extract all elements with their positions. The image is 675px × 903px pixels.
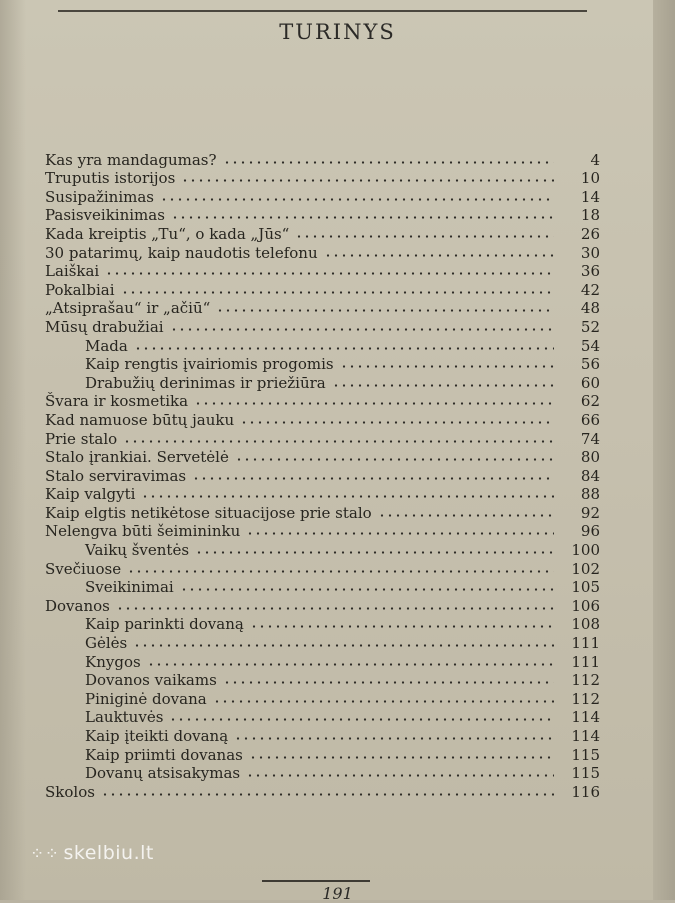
toc-entry <box>45 726 600 745</box>
toc-entry-label: Susipažinimas <box>45 187 154 206</box>
toc-entry-page: 4 <box>590 150 600 169</box>
toc-entry <box>45 559 600 578</box>
toc-entry-label: Kas yra mandagumas? <box>45 150 217 169</box>
dot-leader <box>116 606 554 611</box>
dot-leader <box>141 494 554 499</box>
toc-entry-label: Mūsų drabužiai <box>45 317 164 336</box>
toc-entry <box>45 503 600 522</box>
toc-entry <box>45 187 600 206</box>
dot-leader <box>295 234 554 239</box>
toc-entry <box>45 317 600 336</box>
toc-entry-page: 116 <box>571 782 600 801</box>
dot-leader <box>195 550 554 555</box>
toc-entry <box>45 262 600 281</box>
toc-entry-label: Gėlės <box>85 634 128 653</box>
dot-leader <box>181 178 554 183</box>
toc-entry-page: 80 <box>580 448 600 467</box>
dot-leader <box>127 569 554 574</box>
toc-entry-label: Kaip priimti dovanas <box>85 745 243 764</box>
toc-entry-page: 36 <box>580 262 600 281</box>
toc-entry <box>45 782 600 801</box>
toc-entry-page: 115 <box>571 745 600 764</box>
toc-entry-label: Dovanos vaikams <box>85 671 217 690</box>
toc-entry-page: 84 <box>580 466 600 485</box>
dot-leader <box>121 290 555 295</box>
toc-entry-label: Kaip įteikti dovaną <box>85 727 229 745</box>
toc-entry-page: 14 <box>580 187 600 206</box>
toc-entry-page: 74 <box>580 429 600 448</box>
toc-entry <box>45 224 600 243</box>
toc-entry-page: 26 <box>580 224 600 243</box>
dot-leader <box>105 271 554 276</box>
watermark <box>30 842 154 864</box>
toc-entry-label: 30 patarimų, kaip naudotis telefonu <box>45 243 318 262</box>
dot-leader <box>332 383 554 388</box>
toc-entry-page: 108 <box>571 615 600 634</box>
toc-entry-page: 102 <box>571 559 600 578</box>
toc-entry <box>45 169 600 188</box>
toc-entry-page: 114 <box>571 727 600 745</box>
toc-entry <box>45 540 600 559</box>
toc-entry <box>45 596 600 615</box>
page-number: 191 <box>322 884 353 903</box>
dot-leader <box>378 513 554 518</box>
toc-entry <box>45 485 600 504</box>
watermark-logo-icon: ⁘⁘ <box>30 844 60 864</box>
dot-leader <box>240 420 554 425</box>
toc-entry-label: Dovanų atsisakymas <box>85 764 241 783</box>
toc-entry <box>45 355 600 374</box>
toc-entry <box>45 764 600 783</box>
toc-entry-label: Svečiuose <box>45 559 122 578</box>
dot-leader <box>235 457 554 462</box>
toc-entry-label: Vaikų šventės <box>85 541 190 560</box>
toc-entry <box>45 243 600 262</box>
toc-entry-label: Švara ir kosmetika <box>45 392 189 411</box>
toc-entry <box>45 615 600 634</box>
dot-leader <box>223 680 554 685</box>
toc-entry-page: 42 <box>580 280 600 299</box>
dot-leader <box>223 160 554 165</box>
toc-entry-page: 96 <box>580 522 600 541</box>
toc-entry <box>45 373 600 392</box>
toc-entry-page: 92 <box>580 503 600 522</box>
toc-entry-page: 18 <box>580 206 600 225</box>
toc-entry-page: 60 <box>580 373 600 392</box>
gutter-shadow <box>0 0 26 900</box>
toc-entry <box>45 522 600 541</box>
dot-leader <box>213 699 554 704</box>
dot-leader <box>160 197 554 202</box>
dot-leader <box>133 643 554 648</box>
dot-leader <box>169 717 554 722</box>
toc-entry <box>45 336 600 355</box>
toc-entry-label: Nelengva būti šeimininku <box>45 522 241 541</box>
toc-entry-page: 105 <box>571 578 600 597</box>
toc-entry <box>45 392 600 411</box>
toc-entry-label: Sveikinimai <box>85 578 174 597</box>
toc-entry <box>45 299 600 318</box>
toc-entry <box>45 206 600 225</box>
dot-leader <box>246 531 554 536</box>
table-of-contents <box>45 150 600 801</box>
toc-entry <box>45 745 600 764</box>
toc-entry-label: Dovanos <box>45 596 110 615</box>
page-edge <box>653 0 675 900</box>
toc-entry-label: Kaip elgtis netikėtose situacijose prie stalo <box>45 503 372 522</box>
toc-entry-label: Stalo serviravimas <box>45 466 187 485</box>
page-title: TURINYS <box>279 20 396 44</box>
toc-entry <box>45 429 600 448</box>
dot-leader <box>246 773 554 778</box>
dot-leader <box>216 308 554 313</box>
dot-leader <box>234 736 554 741</box>
toc-entry-page: 88 <box>580 485 600 504</box>
toc-entry-page: 30 <box>580 243 600 262</box>
toc-entry <box>45 280 600 299</box>
toc-entry-label: Piniginė dovana <box>85 689 207 708</box>
toc-entry-label: Kada kreiptis „Tu“, o kada „Jūs“ <box>45 224 290 243</box>
toc-entry-page: 66 <box>580 410 600 429</box>
toc-entry-label: Kaip parinkti dovaną <box>85 615 244 634</box>
toc-entry-page: 112 <box>571 689 600 708</box>
footer-rule <box>262 880 370 882</box>
toc-entry-label: Skolos <box>45 782 95 801</box>
header-rule <box>58 10 587 12</box>
toc-entry <box>45 466 600 485</box>
dot-leader <box>192 476 554 481</box>
toc-entry <box>45 150 600 169</box>
toc-entry <box>45 448 600 467</box>
toc-entry <box>45 633 600 652</box>
toc-entry-label: Mada <box>85 336 128 355</box>
toc-entry-page: 10 <box>580 169 600 188</box>
toc-entry-page: 62 <box>580 392 600 411</box>
toc-entry-page: 100 <box>571 541 600 560</box>
toc-entry-label: Kaip rengtis įvairiomis progomis <box>85 355 334 374</box>
toc-entry-label: „Atsiprašau“ ir „ačiū“ <box>45 299 211 318</box>
toc-entry-label: Knygos <box>85 652 141 671</box>
toc-entry <box>45 689 600 708</box>
toc-entry-page: 54 <box>580 336 600 355</box>
toc-entry-label: Pasisveikinimas <box>45 206 165 225</box>
toc-entry-page: 115 <box>571 764 600 783</box>
toc-entry-label: Kaip valgyti <box>45 485 136 504</box>
toc-entry <box>45 652 600 671</box>
toc-entry-label: Laiškai <box>45 262 100 281</box>
dot-leader <box>180 587 554 592</box>
toc-entry <box>45 410 600 429</box>
toc-entry-label: Prie stalo <box>45 429 118 448</box>
toc-entry-label: Truputis istorijos <box>45 169 176 188</box>
toc-entry-page: 111 <box>571 652 600 671</box>
toc-entry-page: 52 <box>580 317 600 336</box>
dot-leader <box>194 401 554 406</box>
toc-entry <box>45 578 600 597</box>
toc-entry-page: 112 <box>571 671 600 690</box>
toc-entry-label: Lauktuvės <box>85 708 164 727</box>
dot-leader <box>250 624 554 629</box>
dot-leader <box>249 755 554 760</box>
dot-leader <box>324 253 554 258</box>
watermark-text: skelbiu.lt <box>63 842 154 864</box>
dot-leader <box>171 215 554 220</box>
toc-entry-page: 106 <box>571 596 600 615</box>
dot-leader <box>101 792 554 797</box>
dot-leader <box>147 662 554 667</box>
toc-entry <box>45 708 600 727</box>
dot-leader <box>134 346 554 351</box>
dot-leader <box>340 364 554 369</box>
toc-entry-page: 56 <box>580 355 600 374</box>
toc-entry-page: 114 <box>571 708 600 727</box>
dot-leader <box>123 439 554 444</box>
toc-entry-page: 111 <box>571 634 600 653</box>
dot-leader <box>170 327 554 332</box>
toc-entry-label: Kad namuose būtų jauku <box>45 410 235 429</box>
toc-entry <box>45 671 600 690</box>
toc-entry-label: Stalo įrankiai. Servetėlė <box>45 448 229 467</box>
toc-entry-label: Pokalbiai <box>45 280 115 299</box>
toc-entry-page: 48 <box>580 299 600 318</box>
toc-entry-label: Drabužių derinimas ir priežiūra <box>85 373 326 392</box>
